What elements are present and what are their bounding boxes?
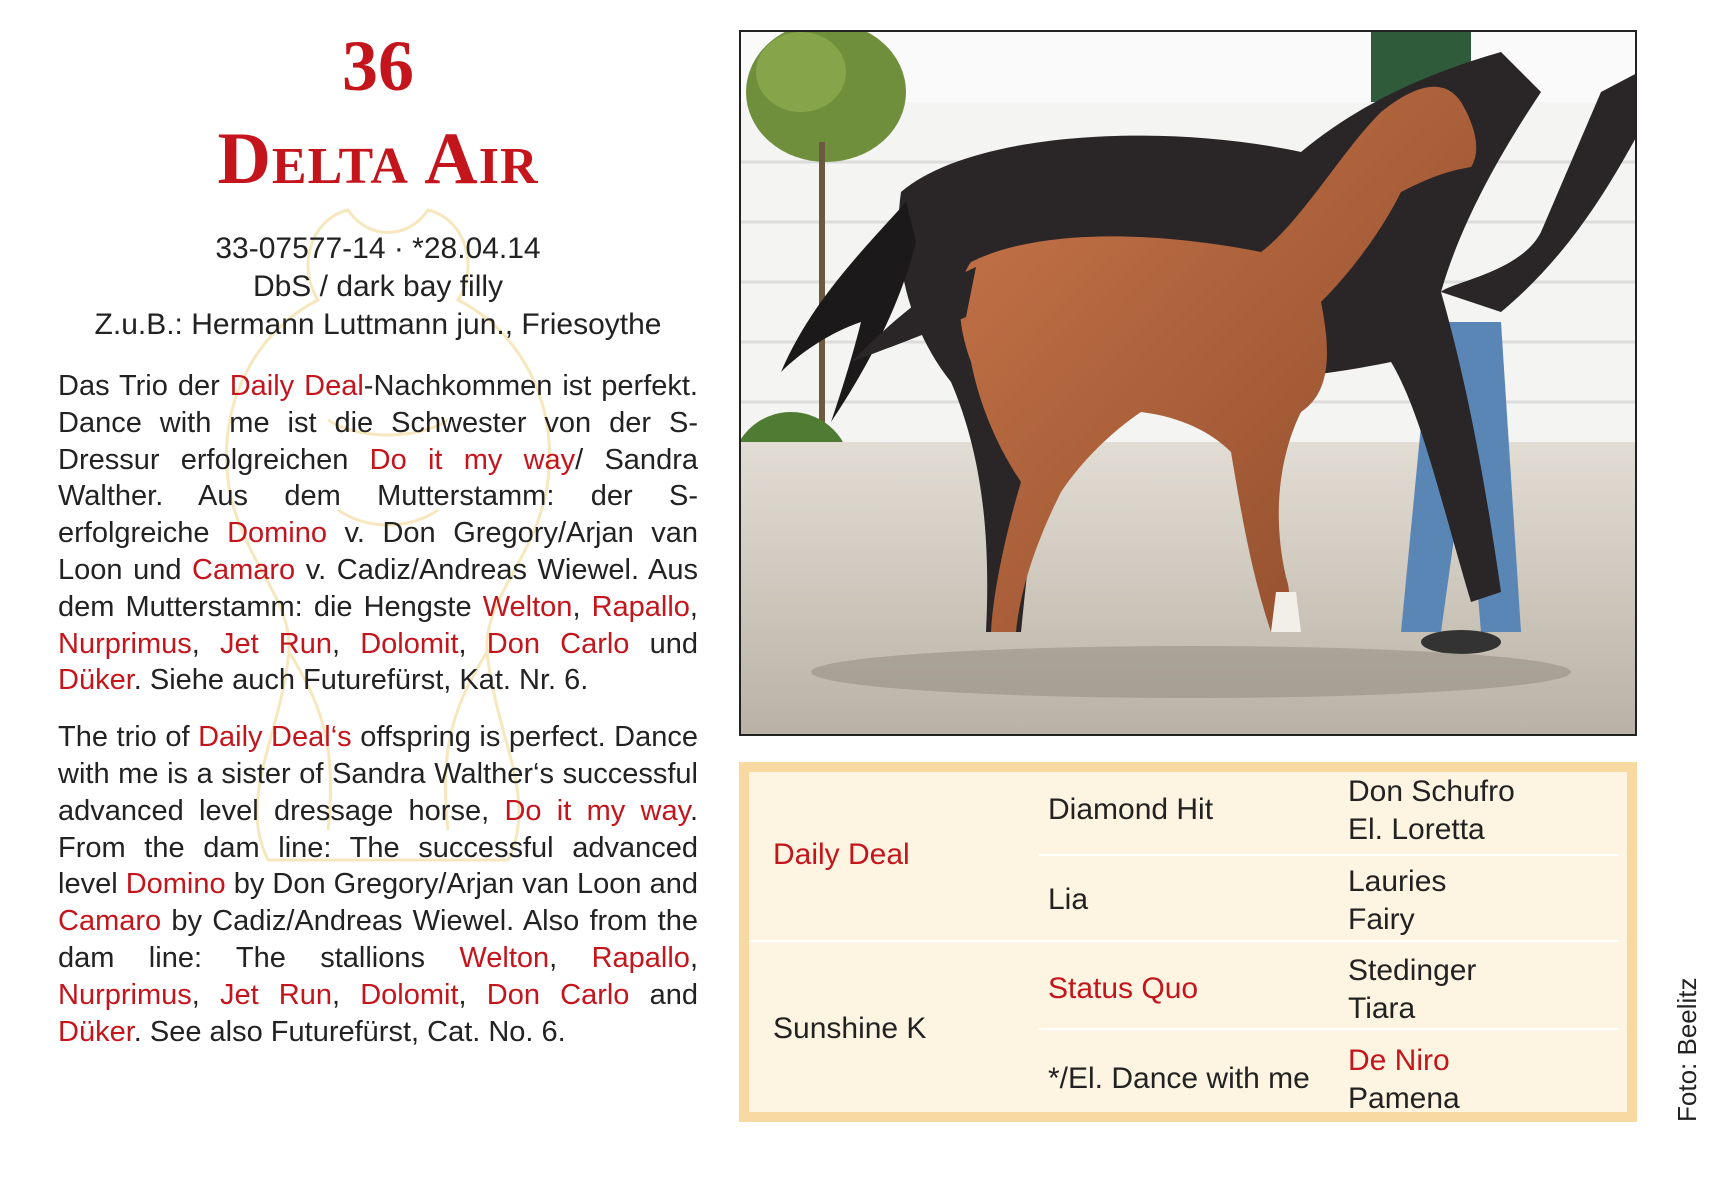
description-german (58, 368, 698, 699)
horse-details (58, 230, 698, 344)
text-segment: v. Don Gregory/Arjan van Loon und (58, 517, 698, 586)
highlighted-name: Daily Deal (229, 370, 364, 402)
photo-credit: Foto: Beelitz (1672, 977, 1702, 1122)
text-segment: by Don Gregory/Arjan van Loon and (225, 868, 698, 901)
text-segment: / Sandra Walther. Aus dem Mutterstamm: der S-erfolgreiche (58, 443, 698, 550)
highlighted-name: Domino (125, 868, 226, 901)
pedigree-divider-sire (1039, 854, 1619, 856)
text-segment: , (191, 627, 220, 660)
pedigree-ggp-5: Stedinger (1348, 954, 1477, 987)
highlighted-name: Welton (459, 941, 550, 974)
pedigree-dam-sire: Status Quo (1048, 972, 1199, 1005)
mare-and-foal-image (741, 32, 1637, 736)
pedigree-ggp-8: Pamena (1348, 1082, 1460, 1115)
pedigree-dam-dam: */El. Dance with me (1048, 1062, 1310, 1095)
pedigree-ggp-1: Don Schufro (1348, 775, 1515, 808)
description-english (58, 719, 698, 1050)
text-segment: , (572, 590, 592, 623)
pedigree-sire: Daily Deal (773, 838, 910, 871)
highlighted-name: Jet Run (219, 627, 333, 660)
highlighted-name: Camaro (192, 553, 296, 586)
text-segment: , (458, 627, 487, 660)
highlighted-name: Do it my way (504, 794, 690, 827)
highlighted-name: Domino (227, 517, 327, 550)
pedigree-sire-dam: Lia (1048, 883, 1089, 916)
highlighted-name: Düker (58, 1015, 134, 1048)
pedigree-divider-main (749, 940, 1619, 942)
text-segment: Das Trio der (58, 370, 230, 402)
text-segment: und (629, 627, 698, 660)
highlighted-name: Don Carlo (486, 627, 630, 660)
text-column (58, 20, 698, 1180)
highlighted-name: Rapallo (591, 590, 690, 623)
pedigree-sire-sire: Diamond Hit (1048, 793, 1214, 826)
highlighted-name: Jet Run (219, 978, 333, 1011)
text-segment: , (689, 590, 698, 623)
highlighted-name: Don Carlo (486, 978, 630, 1011)
horse-name: Delta Air (217, 118, 539, 200)
text-segment: . See also Futurefürst, Cat. No. 6. (133, 1015, 566, 1048)
pedigree-ggp-7: De Niro (1348, 1044, 1450, 1077)
text-segment: , (332, 978, 361, 1011)
text-segment: , (458, 978, 487, 1011)
highlighted-name: Nurprimus (58, 978, 192, 1011)
text-segment: . Siehe auch Futurefürst, Kat. Nr. 6. (133, 664, 589, 697)
text-segment: -Nachkommen ist perfekt. Dance with me ist die Schwester von der S-Dressur erfolgreichen (58, 370, 698, 476)
highlighted-name: Dolomit (360, 978, 459, 1011)
text-segment: and (629, 978, 698, 1011)
registration-line: 33-07577-14 · *28.04.14 (215, 232, 541, 265)
highlighted-name: Daily Deal‘s (198, 721, 352, 754)
horse-photo (739, 30, 1637, 736)
highlighted-name: Rapallo (591, 941, 690, 974)
pedigree-inner (749, 772, 1627, 1115)
pedigree-table (739, 762, 1637, 1122)
highlighted-name: Düker (58, 664, 134, 697)
highlighted-name: Nurprimus (58, 627, 192, 660)
pedigree-ggp-4: Fairy (1348, 903, 1415, 936)
text-segment: offspring is perfect. Dance with me is a sister of Sandra Walther‘s successful advanced level dressage horse, (58, 721, 698, 827)
pedigree-ggp-6: Tiara (1348, 992, 1416, 1025)
color-sex-line: DbS / dark bay filly (252, 270, 504, 303)
pedigree-dam: Sunshine K (773, 1012, 927, 1045)
pedigree-ggp-3: Lauries (1348, 865, 1447, 898)
text-segment: , (549, 941, 592, 974)
text-segment: , (689, 941, 698, 974)
pedigree-ggp-2: El. Loretta (1348, 813, 1485, 846)
pedigree-divider-dam (1039, 1028, 1619, 1030)
highlighted-name: Do it my way (369, 443, 576, 476)
text-segment: by Cadiz/Andreas Wiewel. Also from the dam line: The stallions (58, 905, 698, 974)
highlighted-name: Camaro (58, 905, 162, 938)
text-segment: v. Cadiz/Andreas Wiewel. Aus dem Mutterstamm: die Hengste (58, 553, 698, 623)
breeder-line: Z.u.B.: Hermann Luttmann jun., Friesoythe (94, 308, 662, 341)
highlighted-name: Dolomit (360, 627, 459, 660)
text-segment: , (191, 978, 220, 1011)
lot-number: 36 (342, 26, 414, 106)
text-segment: . From the dam line: The successful advanced level (58, 794, 698, 901)
text-segment: The trio of (58, 721, 199, 754)
text-segment: , (332, 627, 361, 660)
highlighted-name: Welton (482, 590, 573, 623)
